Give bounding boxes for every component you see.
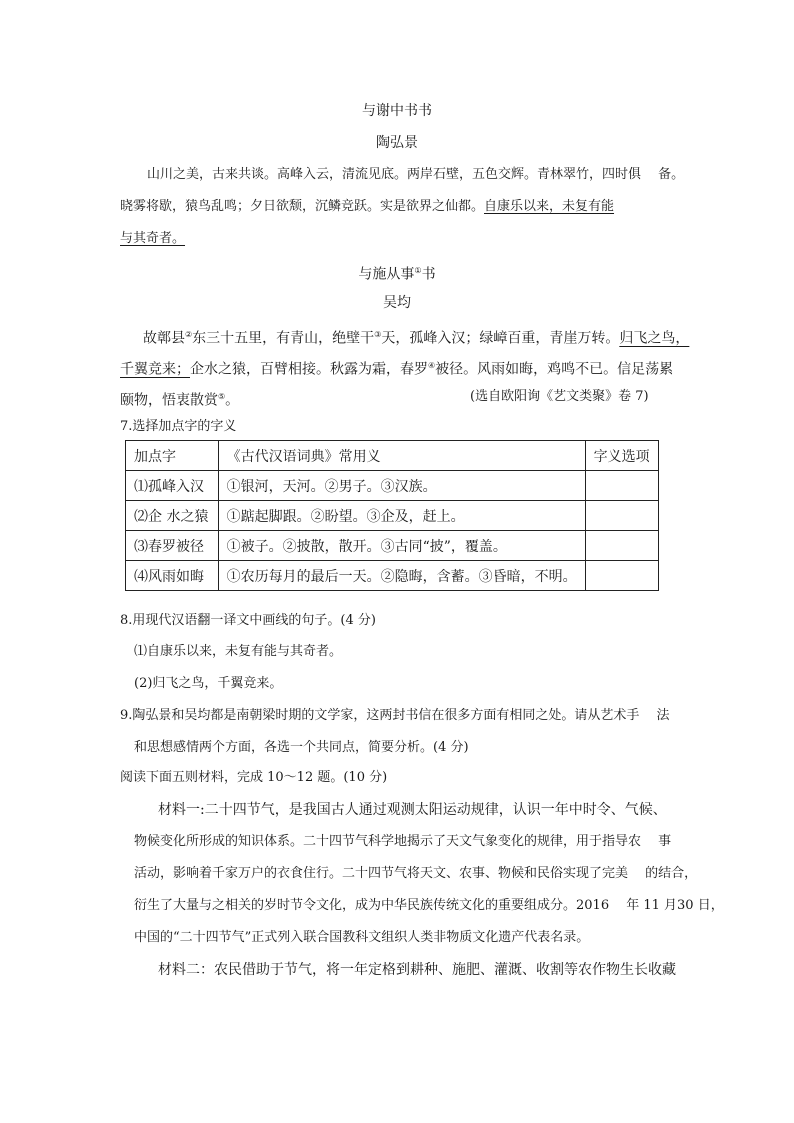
table-cell-meaning: ①踮起脚跟。②盼望。③企及，赶上。 bbox=[218, 501, 585, 531]
title-yu-shi-congshi-shu bbox=[0, 262, 794, 284]
table-header-cell: 加点字 bbox=[126, 441, 219, 471]
material1-line2: 物候变化所形成的知识体系。二十四节气科学地揭示了天文气象变化的规律，用于指导农 事 bbox=[134, 834, 672, 849]
passage1-line3 bbox=[120, 230, 185, 248]
title2-text: 与施从事 bbox=[358, 266, 415, 283]
table-cell-word: ⑷风雨如晦 bbox=[126, 561, 219, 591]
table-cell-answer[interactable] bbox=[585, 531, 658, 561]
table-cell-meaning: ①银河，天河。②男子。③汉族。 bbox=[218, 471, 585, 501]
underlined-sentence-1b: 与其奇者。 bbox=[120, 231, 186, 246]
question-7: 7.选择加点字的字义 bbox=[120, 419, 237, 434]
passage2-text: 颐物，悟衷散赏 bbox=[120, 392, 218, 409]
footnote-mark: ⑤ bbox=[218, 392, 226, 401]
passage2-text: 故鄣县 bbox=[143, 330, 185, 347]
passage2-line2 bbox=[120, 357, 673, 379]
table-cell-meaning: ①被子。②披散，散开。③古同“披”，覆盖。 bbox=[218, 531, 585, 561]
title-yu-xie-zhongshu-shu: 与谢中书书 bbox=[362, 103, 432, 119]
passage2-line3 bbox=[120, 388, 239, 410]
material2-line1: 材料二：农民借助于节气，将一年定格到耕种、施肥、灌溉、收割等农作物生长收藏 bbox=[158, 962, 676, 978]
reading-instruction: 阅读下面五则材料，完成 10～12 题。(10 分) bbox=[120, 770, 388, 785]
passage1-line2-text: 晓雾将歇，猿鸟乱鸣；夕日欲颓，沉鳞竞跃。实是欲界之仙都。 bbox=[120, 199, 485, 214]
vocabulary-table bbox=[125, 440, 659, 591]
footnote-mark: ④ bbox=[428, 361, 436, 370]
passage1-line1: 山川之美，古来共谈。高峰入云，清流见底。两岸石壁，五色交辉。青林翠竹，四时俱 备。 bbox=[147, 167, 685, 182]
material1-line1: 材料一:二十四节气，是我国古人通过观测太阳运动规律，认识一年中时令、气候、 bbox=[158, 802, 667, 818]
table-row bbox=[126, 501, 659, 531]
material1-line3: 活动，影响着千家万户的衣食住行。二十四节气将天文、农事、物候和民俗实现了完美 的结合， bbox=[134, 866, 698, 881]
material1-line5: 中国的“二十四节气”正式列入联合国教科文组织人类非物质文化遗产代表名录。 bbox=[134, 930, 590, 945]
material1-line4: 衍生了大量与之相关的岁时节令文化，成为中华民族传统文化的重要组成分。2016 年 11 月30 日， bbox=[134, 898, 724, 913]
table-header-row bbox=[126, 441, 659, 471]
footnote-mark: ① bbox=[414, 266, 422, 275]
passage2-line1 bbox=[143, 326, 689, 348]
question-9-line2: 和思想感情两个方面，各选一个共同点，简要分析。(4 分) bbox=[134, 740, 469, 755]
footnote-mark: ② bbox=[185, 330, 193, 339]
question-8-item-1: ⑴自康乐以来，未复有能与其奇者。 bbox=[134, 644, 343, 659]
passage1-line2 bbox=[120, 198, 614, 216]
passage2-text: 。 bbox=[225, 392, 240, 409]
footnote-mark: ③ bbox=[374, 330, 382, 339]
table-cell-answer[interactable] bbox=[585, 501, 658, 531]
question-8-item-2: (2)归飞之鸟，千翼竞来。 bbox=[134, 676, 283, 691]
table-row bbox=[126, 561, 659, 591]
passage2-text: 东三十五里，有青山，绝壁干 bbox=[192, 330, 375, 347]
underlined-sentence-2a: 归飞之鸟， bbox=[619, 330, 690, 347]
table-row bbox=[126, 531, 659, 561]
source-citation: (选自欧阳询《艺文类聚》卷 7) bbox=[470, 389, 649, 404]
table-row bbox=[126, 471, 659, 501]
author-wu-jun: 吴均 bbox=[383, 295, 411, 311]
table-cell-word: ⑵企 水之猿 bbox=[126, 501, 219, 531]
table-header-cell: 字义选项 bbox=[585, 441, 658, 471]
underlined-sentence-2b: 千翼竞来； bbox=[120, 361, 190, 378]
table-cell-answer[interactable] bbox=[585, 561, 658, 591]
passage2-text: 被径。风雨如晦，鸡鸣不已。信足荡累 bbox=[435, 361, 674, 378]
table-cell-word: ⑴孤峰入汉 bbox=[126, 471, 219, 501]
table-header-cell: 《古代汉语词典》常用义 bbox=[218, 441, 585, 471]
table-cell-word: ⑶春罗被径 bbox=[126, 531, 219, 561]
question-8: 8.用现代汉语翻一译文中画线的句子。(4 分) bbox=[120, 613, 376, 628]
table-cell-answer[interactable] bbox=[585, 471, 658, 501]
title2-end: 书 bbox=[421, 266, 436, 283]
table-cell-meaning: ①农历每月的最后一天。②隐晦，含蓄。③昏暗，不明。 bbox=[218, 561, 585, 591]
underlined-sentence-1a: 自康乐以来，未复有能 bbox=[484, 199, 615, 214]
author-tao-hongjing: 陶弘景 bbox=[376, 135, 418, 151]
question-9-line1: 9.陶弘景和吴均都是南朝梁时期的文学家，这两封书信在很多方面有相同之处。请从艺术手 法 bbox=[120, 708, 670, 723]
passage2-text: 天，孤峰入汉；绿嶂百重，青崖万转。 bbox=[381, 330, 620, 347]
passage2-text: 企水之猿，百臂相接。秋露为霜，春罗 bbox=[190, 361, 428, 378]
